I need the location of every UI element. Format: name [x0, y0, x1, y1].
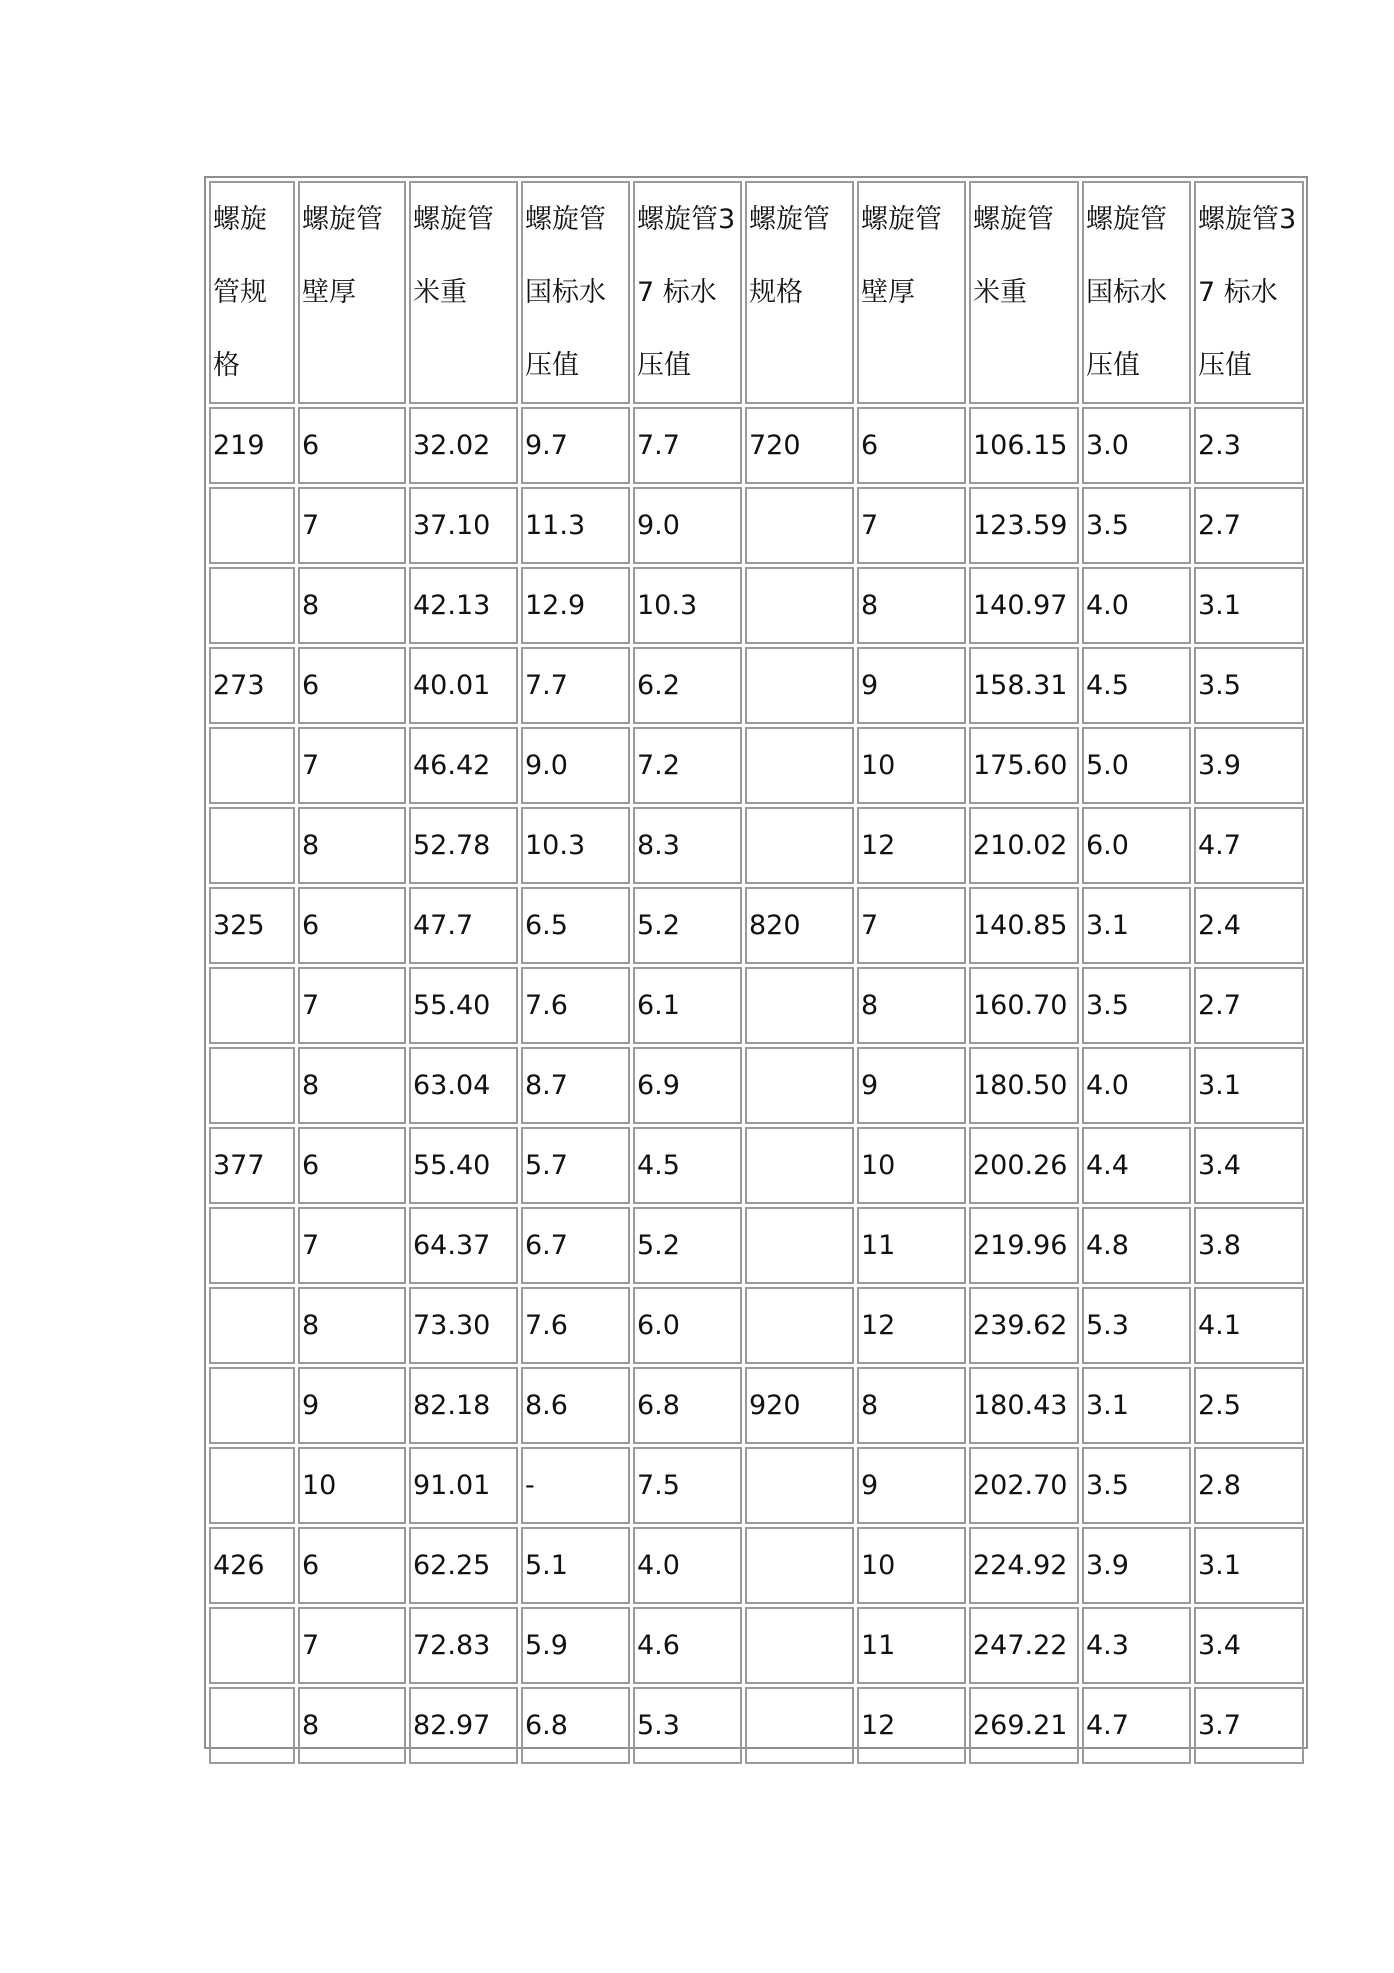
header-weight-per-meter-right: 螺旋管米重 [969, 181, 1079, 404]
table-cell: 140.97 [969, 567, 1079, 644]
table-cell: 10 [857, 1127, 966, 1204]
table-cell: 8.6 [521, 1367, 630, 1444]
table-cell: 3.1 [1082, 1367, 1191, 1444]
table-cell: 180.43 [969, 1367, 1079, 1444]
table-cell: 46.42 [409, 727, 518, 804]
table-cell: 5.9 [521, 1607, 630, 1684]
table-cell: 55.40 [409, 967, 518, 1044]
table-cell [745, 487, 854, 564]
table-cell: 9.0 [521, 727, 630, 804]
table-cell: 6.5 [521, 887, 630, 964]
table-cell: 7 [298, 487, 406, 564]
table-cell: 11.3 [521, 487, 630, 564]
table-cell: - [521, 1447, 630, 1524]
table-cell: 63.04 [409, 1047, 518, 1124]
table-cell [209, 727, 295, 804]
table-cell: 426 [209, 1527, 295, 1604]
table-cell: 4.8 [1082, 1207, 1191, 1284]
table-row [209, 1447, 1304, 1524]
table-cell: 6.7 [521, 1207, 630, 1284]
table-cell: 8 [857, 1367, 966, 1444]
table-cell: 2.5 [1194, 1367, 1304, 1444]
header-wall-thickness-left: 螺旋管壁厚 [298, 181, 406, 404]
table-cell: 7.7 [633, 407, 742, 484]
table-cell: 6.9 [633, 1047, 742, 1124]
table-cell: 269.21 [969, 1687, 1079, 1764]
table-cell: 2.3 [1194, 407, 1304, 484]
table-cell: 4.6 [633, 1607, 742, 1684]
table-cell: 6.8 [633, 1367, 742, 1444]
table-cell: 7 [857, 887, 966, 964]
table-cell: 210.02 [969, 807, 1079, 884]
table-cell [209, 567, 295, 644]
table-row [209, 887, 1304, 964]
table-row [209, 647, 1304, 724]
table-cell: 72.83 [409, 1607, 518, 1684]
table-cell: 8 [298, 1287, 406, 1364]
table-cell: 3.0 [1082, 407, 1191, 484]
table-cell: 2.7 [1194, 967, 1304, 1044]
table-cell: 4.7 [1194, 807, 1304, 884]
table-cell: 6 [298, 1127, 406, 1204]
table-cell [745, 1127, 854, 1204]
table-cell [209, 1207, 295, 1284]
table-cell [745, 1447, 854, 1524]
table-cell: 7.7 [521, 647, 630, 724]
table-cell: 47.7 [409, 887, 518, 964]
table-cell: 32.02 [409, 407, 518, 484]
table-cell: 377 [209, 1127, 295, 1204]
table-cell: 4.7 [1082, 1687, 1191, 1764]
header-spec-right: 螺旋管规格 [745, 181, 854, 404]
table-cell: 158.31 [969, 647, 1079, 724]
table-row [209, 487, 1304, 564]
table-cell: 52.78 [409, 807, 518, 884]
table-cell [745, 807, 854, 884]
table-cell: 3.7 [1194, 1687, 1304, 1764]
table-cell [209, 1687, 295, 1764]
table-cell: 6.1 [633, 967, 742, 1044]
table-cell: 3.4 [1194, 1127, 1304, 1204]
table-cell [209, 1367, 295, 1444]
table-cell: 3.1 [1194, 567, 1304, 644]
table-cell: 10 [298, 1447, 406, 1524]
table-row [209, 407, 1304, 484]
table-cell: 7 [298, 1607, 406, 1684]
table-cell: 6.8 [521, 1687, 630, 1764]
table-cell: 2.8 [1194, 1447, 1304, 1524]
table-cell: 7 [298, 1207, 406, 1284]
table-cell: 7.6 [521, 967, 630, 1044]
table-cell: 5.1 [521, 1527, 630, 1604]
table-cell: 10.3 [521, 807, 630, 884]
table-cell: 7.2 [633, 727, 742, 804]
table-cell: 42.13 [409, 567, 518, 644]
table-cell: 12 [857, 1687, 966, 1764]
table-cell [745, 967, 854, 1044]
table-row [209, 727, 1304, 804]
table-cell: 6.0 [1082, 807, 1191, 884]
table-cell [745, 1207, 854, 1284]
header-weight-per-meter-left: 螺旋管米重 [409, 181, 518, 404]
table-row [209, 1207, 1304, 1284]
header-national-pressure-left: 螺旋管国标水压值 [521, 181, 630, 404]
table-cell: 4.5 [1082, 647, 1191, 724]
table-row [209, 967, 1304, 1044]
header-37-pressure-left: 螺旋管37 标水压值 [633, 181, 742, 404]
table-cell: 5.7 [521, 1127, 630, 1204]
table-cell [209, 1607, 295, 1684]
table-cell [745, 1527, 854, 1604]
table-cell: 175.60 [969, 727, 1079, 804]
table-cell: 160.70 [969, 967, 1079, 1044]
table-cell: 4.3 [1082, 1607, 1191, 1684]
table-row [209, 807, 1304, 884]
table-cell [209, 487, 295, 564]
table-cell: 12 [857, 1287, 966, 1364]
table-cell: 2.7 [1194, 487, 1304, 564]
table-cell: 202.70 [969, 1447, 1079, 1524]
table-cell: 3.5 [1194, 647, 1304, 724]
table-cell: 4.1 [1194, 1287, 1304, 1364]
table-cell: 140.85 [969, 887, 1079, 964]
table-cell: 7.6 [521, 1287, 630, 1364]
table-cell: 12.9 [521, 567, 630, 644]
table-cell: 3.5 [1082, 967, 1191, 1044]
table-cell [209, 1447, 295, 1524]
header-spec-left: 螺旋管规格 [209, 181, 295, 404]
table-cell: 82.97 [409, 1687, 518, 1764]
table-row [209, 1047, 1304, 1124]
table-cell: 9 [298, 1367, 406, 1444]
table-cell: 239.62 [969, 1287, 1079, 1364]
table-cell: 4.0 [1082, 567, 1191, 644]
table-row [209, 1367, 1304, 1444]
table-cell: 3.1 [1194, 1527, 1304, 1604]
table-cell: 3.5 [1082, 487, 1191, 564]
table-cell: 6 [298, 1527, 406, 1604]
table-cell: 5.0 [1082, 727, 1191, 804]
table-row [209, 567, 1304, 644]
table-cell: 219.96 [969, 1207, 1079, 1284]
table-cell [745, 1687, 854, 1764]
table-cell: 3.1 [1194, 1047, 1304, 1124]
table-row [209, 1687, 1304, 1764]
table-cell: 11 [857, 1607, 966, 1684]
table-cell: 7 [298, 727, 406, 804]
table-cell: 247.22 [969, 1607, 1079, 1684]
table-cell: 8 [857, 967, 966, 1044]
table-cell: 9.7 [521, 407, 630, 484]
table-cell: 224.92 [969, 1527, 1079, 1604]
table-cell [745, 1287, 854, 1364]
table-cell: 920 [745, 1367, 854, 1444]
table-cell: 200.26 [969, 1127, 1079, 1204]
table-cell: 4.0 [1082, 1047, 1191, 1124]
table-cell [745, 1607, 854, 1684]
table-cell: 219 [209, 407, 295, 484]
table-cell: 180.50 [969, 1047, 1079, 1124]
table-cell: 720 [745, 407, 854, 484]
table-cell [745, 567, 854, 644]
table-cell: 3.8 [1194, 1207, 1304, 1284]
table-cell: 3.1 [1082, 887, 1191, 964]
table-cell: 8 [298, 1687, 406, 1764]
table-cell: 820 [745, 887, 854, 964]
table-header-row [209, 181, 1304, 404]
table-cell: 3.9 [1194, 727, 1304, 804]
table-cell: 9 [857, 1447, 966, 1524]
table-cell: 6.2 [633, 647, 742, 724]
table-cell: 5.2 [633, 887, 742, 964]
table-cell: 8.3 [633, 807, 742, 884]
table-cell: 62.25 [409, 1527, 518, 1604]
spec-table [206, 178, 1307, 1767]
table-cell: 273 [209, 647, 295, 724]
table-cell: 8.7 [521, 1047, 630, 1124]
table-body [209, 407, 1304, 1764]
table-cell: 6 [298, 887, 406, 964]
table-cell: 64.37 [409, 1207, 518, 1284]
table-cell: 7 [298, 967, 406, 1044]
table-cell: 3.5 [1082, 1447, 1191, 1524]
table-cell: 5.2 [633, 1207, 742, 1284]
table-cell: 91.01 [409, 1447, 518, 1524]
table-cell: 82.18 [409, 1367, 518, 1444]
table-cell: 106.15 [969, 407, 1079, 484]
table-cell: 55.40 [409, 1127, 518, 1204]
table-cell: 123.59 [969, 487, 1079, 564]
table-cell: 2.4 [1194, 887, 1304, 964]
table-cell: 6 [857, 407, 966, 484]
table-cell: 6 [298, 647, 406, 724]
spiral-pipe-spec-table [204, 176, 1308, 1749]
table-cell: 9 [857, 647, 966, 724]
table-cell: 5.3 [1082, 1287, 1191, 1364]
table-cell [745, 727, 854, 804]
table-cell: 5.3 [633, 1687, 742, 1764]
table-cell: 4.5 [633, 1127, 742, 1204]
table-cell [745, 647, 854, 724]
table-cell: 6 [298, 407, 406, 484]
table-cell: 325 [209, 887, 295, 964]
table-cell: 6.0 [633, 1287, 742, 1364]
table-cell: 37.10 [409, 487, 518, 564]
header-37-pressure-right: 螺旋管37 标水压值 [1194, 181, 1304, 404]
table-cell [209, 967, 295, 1044]
table-row [209, 1127, 1304, 1204]
table-cell: 73.30 [409, 1287, 518, 1364]
table-cell: 7 [857, 487, 966, 564]
table-row [209, 1287, 1304, 1364]
table-cell: 3.9 [1082, 1527, 1191, 1604]
header-wall-thickness-right: 螺旋管壁厚 [857, 181, 966, 404]
table-cell: 10 [857, 727, 966, 804]
table-cell: 4.0 [633, 1527, 742, 1604]
table-cell: 8 [298, 567, 406, 644]
table-cell [209, 1287, 295, 1364]
table-row [209, 1607, 1304, 1684]
table-cell: 9 [857, 1047, 966, 1124]
table-cell: 4.4 [1082, 1127, 1191, 1204]
table-cell: 10 [857, 1527, 966, 1604]
table-cell: 12 [857, 807, 966, 884]
table-cell: 8 [857, 567, 966, 644]
table-cell: 9.0 [633, 487, 742, 564]
table-cell [745, 1047, 854, 1124]
table-cell: 10.3 [633, 567, 742, 644]
table-cell [209, 807, 295, 884]
table-cell: 40.01 [409, 647, 518, 724]
table-cell: 11 [857, 1207, 966, 1284]
table-row [209, 1527, 1304, 1604]
header-national-pressure-right: 螺旋管国标水压值 [1082, 181, 1191, 404]
table-cell [209, 1047, 295, 1124]
table-cell: 8 [298, 1047, 406, 1124]
table-cell: 7.5 [633, 1447, 742, 1524]
table-cell: 3.4 [1194, 1607, 1304, 1684]
table-cell: 8 [298, 807, 406, 884]
